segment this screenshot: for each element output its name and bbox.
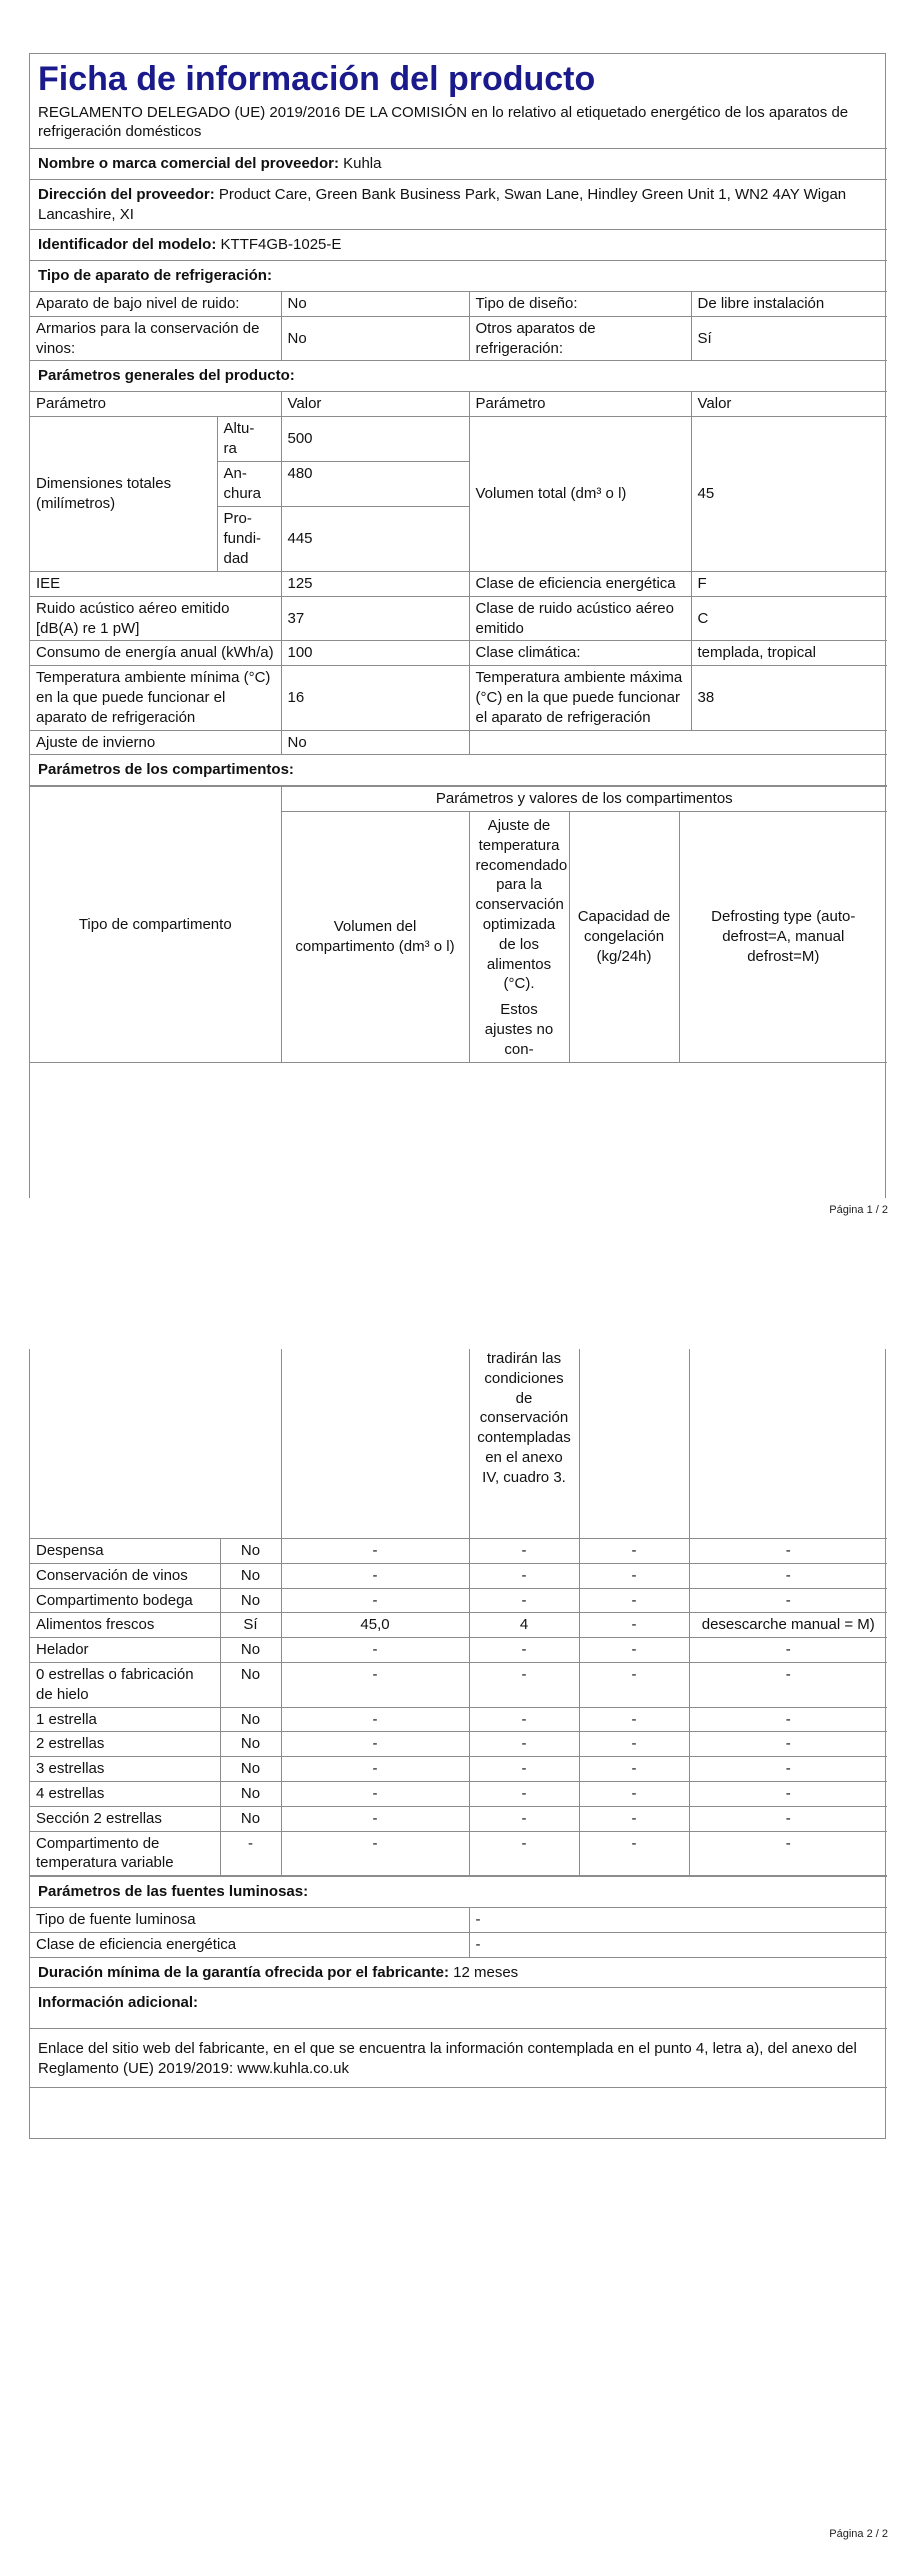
compartment-present: No [220, 1539, 281, 1564]
compartment-defrost: - [689, 1563, 887, 1588]
compartment-row [30, 1831, 887, 1876]
compartment-params-header: Parámetros y valores de los compartimentos [281, 787, 887, 812]
compartment-name: 1 estrella [30, 1707, 220, 1732]
compartment-temp: - [469, 1563, 579, 1588]
compartment-name: Alimentos frescos [30, 1613, 220, 1638]
compartment-freezing: - [579, 1831, 689, 1876]
page-number-2: Página 2 / 2 [829, 2528, 888, 2540]
depth-value: 445 [281, 507, 469, 572]
continued-empty-cell [281, 1349, 469, 1539]
climate-class-label: Clase climática: [469, 641, 691, 666]
compartment-volume: - [281, 1757, 469, 1782]
compartment-volume: - [281, 1563, 469, 1588]
design-type-label: Tipo de diseño: [469, 292, 691, 317]
compartment-defrost: - [689, 1781, 887, 1806]
compartment-temp: - [469, 1831, 579, 1876]
compartment-defrost: - [689, 1707, 887, 1732]
compartment-temp: - [469, 1732, 579, 1757]
climate-class-value: templada, tropical [691, 641, 887, 666]
consumption-value: 100 [281, 641, 469, 666]
supplier-name-label: Nombre o marca comercial del proveedor: [38, 155, 339, 173]
compartment-rows [30, 1539, 887, 1876]
compartment-temp: - [469, 1806, 579, 1831]
model-label: Identificador del modelo: [38, 236, 217, 254]
max-temp-label: Temperatura ambiente máxima (°C) en la que puede funcionar el aparato de refrigeración [469, 666, 691, 730]
iee-label: IEE [30, 572, 281, 597]
design-type-value: De libre instalación [691, 292, 887, 317]
compartment-defrost: - [689, 1588, 887, 1613]
compartment-volume-header: Volumen del compartimento (dm³ o l) [281, 812, 469, 1063]
compartment-defrost: - [689, 1638, 887, 1663]
other-appliance-value: Sí [691, 316, 887, 361]
col-param-header: Parámetro [30, 392, 281, 417]
compartment-row [30, 1638, 887, 1663]
compartment-temp: - [469, 1638, 579, 1663]
recommended-temp-text: Ajuste de temperatura recomendado para la conservación optimizada de los alimentos (°C). [475, 817, 568, 993]
max-temp-value: 38 [691, 666, 887, 730]
defrost-type-header: Defrosting type (auto-defrost=A, manual defrost=M) [679, 812, 887, 1063]
winter-setting-label: Ajuste de invierno [30, 730, 281, 755]
model-row [30, 230, 887, 261]
min-temp-value: 16 [281, 666, 469, 730]
height-value: 500 [281, 417, 469, 462]
supplier-name-row [30, 149, 887, 180]
compartment-freezing: - [579, 1732, 689, 1757]
energy-class-label: Clase de eficiencia energética [469, 572, 691, 597]
compartment-present: No [220, 1662, 281, 1707]
compartment-freezing: - [579, 1806, 689, 1831]
width-label: An- chura [217, 462, 281, 507]
compartment-temp: - [469, 1662, 579, 1707]
compartment-row [30, 1588, 887, 1613]
compartment-freezing: - [579, 1563, 689, 1588]
compartment-freezing: - [579, 1707, 689, 1732]
total-volume-label: Volumen total (dm³ o l) [469, 417, 691, 572]
compartment-temp: - [469, 1707, 579, 1732]
compartment-row [30, 1757, 887, 1782]
compartment-volume: 45,0 [281, 1613, 469, 1638]
compartment-present: No [220, 1588, 281, 1613]
compartment-row [30, 1707, 887, 1732]
compartment-name: 0 estrellas o fabricación de hielo [30, 1662, 220, 1707]
compartment-defrost: - [689, 1757, 887, 1782]
regulation-subtitle: REGLAMENTO DELEGADO (UE) 2019/2016 DE LA COMISIÓN en lo relativo al etiquetado energético de los aparatos de refrigeración domésticos [38, 103, 849, 141]
compartment-present: No [220, 1563, 281, 1588]
compartment-present: No [220, 1732, 281, 1757]
compartment-freezing: - [579, 1662, 689, 1707]
compartment-type-header: Tipo de compartimento [30, 787, 281, 1062]
compartment-volume: - [281, 1707, 469, 1732]
supplier-address-value: Product Care, Green Bank Business Park, Swan Lane, Hindley Green Unit 1, WN2 4AY Wigan Lancashire, XI [38, 185, 847, 223]
light-class-label: Clase de eficiencia energética [30, 1932, 469, 1957]
winter-setting-value: No [281, 730, 469, 755]
compartment-defrost: - [689, 1662, 887, 1707]
compartment-freezing: - [579, 1539, 689, 1564]
noise-class-value: C [691, 596, 887, 641]
compartments-table [30, 1349, 887, 1876]
compartment-defrost: - [689, 1732, 887, 1757]
compartment-name: 2 estrellas [30, 1732, 220, 1757]
min-temp-label: Temperatura ambiente mínima (°C) en la que puede funcionar el aparato de refrigeración [30, 666, 281, 730]
compartment-freezing: - [579, 1781, 689, 1806]
empty-cell [469, 730, 887, 755]
compartment-volume: - [281, 1732, 469, 1757]
compartment-row [30, 1806, 887, 1831]
noise-class-label: Clase de ruido acústico aéreo emitido [469, 596, 691, 641]
compartment-row [30, 1563, 887, 1588]
page-title: Ficha de información del producto [38, 60, 596, 98]
dimensions-label: Dimensiones totales (milímetros) [30, 417, 217, 572]
wine-cabinet-label: Armarios para la conservación de vinos: [30, 316, 281, 361]
compartment-row [30, 1732, 887, 1757]
compartment-freezing: - [579, 1757, 689, 1782]
light-type-label: Tipo de fuente luminosa [30, 1907, 469, 1932]
compartment-volume: - [281, 1806, 469, 1831]
compartment-volume: - [281, 1831, 469, 1876]
col-value-header: Valor [281, 392, 469, 417]
consumption-label: Consumo de energía anual (kWh/a) [30, 641, 281, 666]
iee-value: 125 [281, 572, 469, 597]
compartment-freezing: - [579, 1638, 689, 1663]
compartment-row [30, 1539, 887, 1564]
recommended-temp-header [469, 812, 569, 1063]
compartment-volume: - [281, 1539, 469, 1564]
general-params-heading: Parámetros generales del producto: [30, 361, 887, 392]
compartment-row [30, 1781, 887, 1806]
light-source-heading: Parámetros de las fuentes luminosas: [30, 1877, 887, 1908]
light-source-table [30, 1876, 887, 2088]
compartment-present: No [220, 1638, 281, 1663]
compartment-name: Despensa [30, 1539, 220, 1564]
compartment-present: - [220, 1831, 281, 1876]
compartment-present: Sí [220, 1613, 281, 1638]
compartment-present: No [220, 1806, 281, 1831]
compartment-volume: - [281, 1638, 469, 1663]
noise-value: 37 [281, 596, 469, 641]
compartment-defrost: desescarche manual = M) [689, 1613, 887, 1638]
supplier-name-value: Kuhla [343, 155, 382, 173]
compartment-name: Conservación de vinos [30, 1563, 220, 1588]
compartment-present: No [220, 1781, 281, 1806]
wine-cabinet-value: No [281, 316, 469, 361]
continued-empty-cell [689, 1349, 887, 1539]
model-value: KTTF4GB-1025-E [220, 236, 342, 254]
compartment-row [30, 1613, 887, 1638]
compartment-name: Compartimento bodega [30, 1588, 220, 1613]
total-volume-value: 45 [691, 417, 887, 572]
page-2 [29, 1349, 886, 2139]
col-value-header-2: Valor [691, 392, 887, 417]
supplier-address-label: Dirección del proveedor: [38, 185, 215, 203]
compartment-freezing: - [579, 1613, 689, 1638]
recommended-temp-continued: tradirán las condiciones de conservación contempladas en el anexo IV, cuadro 3. [469, 1349, 579, 1539]
additional-info-heading: Información adicional: [30, 1988, 887, 2029]
compartment-defrost: - [689, 1806, 887, 1831]
compartments-header-table [30, 786, 887, 1062]
supplier-address-row [30, 179, 887, 230]
compartment-temp: 4 [469, 1613, 579, 1638]
manufacturer-website-link[interactable]: www.kuhla.co.uk [237, 2060, 350, 2078]
compartment-name: 4 estrellas [30, 1781, 220, 1806]
compartment-temp: - [469, 1781, 579, 1806]
compartment-name: Sección 2 estrellas [30, 1806, 220, 1831]
low-noise-label: Aparato de bajo nivel de ruido: [30, 292, 281, 317]
compartment-defrost: - [689, 1539, 887, 1564]
compartment-freezing: - [579, 1588, 689, 1613]
freezing-capacity-header: Capacidad de congelación (kg/24h) [569, 812, 679, 1063]
page-1 [29, 53, 886, 1198]
compartment-volume: - [281, 1781, 469, 1806]
compartments-heading: Parámetros de los compartimentos: [30, 755, 887, 786]
compartment-name: 3 estrellas [30, 1757, 220, 1782]
energy-class-value: F [691, 572, 887, 597]
compartment-temp: - [469, 1588, 579, 1613]
appliance-type-heading: Tipo de aparato de refrigeración: [30, 261, 887, 292]
warranty-row [30, 1957, 887, 1988]
width-value: 480 [281, 462, 469, 507]
light-class-value: - [469, 1932, 887, 1957]
compartment-temp: - [469, 1539, 579, 1564]
compartment-name: Helador [30, 1638, 220, 1663]
page-number-1: Página 1 / 2 [829, 1204, 888, 1216]
compartment-volume: - [281, 1662, 469, 1707]
recommended-temp-text-cont: Estos ajustes no con- [484, 1001, 554, 1058]
additional-info-row [30, 2029, 887, 2088]
compartment-defrost: - [689, 1831, 887, 1876]
noise-label: Ruido acústico aéreo emitido [dB(A) re 1 pW] [30, 596, 281, 641]
warranty-label: Duración mínima de la garantía ofrecida por el fabricante: [38, 1963, 449, 1981]
warranty-value: 12 meses [453, 1963, 519, 1981]
compartment-row [30, 1662, 887, 1707]
compartment-temp: - [469, 1757, 579, 1782]
compartment-name: Compartimento de temperatura variable [30, 1831, 220, 1876]
continued-empty-cell [30, 1349, 281, 1539]
light-type-value: - [469, 1907, 887, 1932]
other-appliance-label: Otros aparatos de refrigeración: [469, 316, 691, 361]
compartment-present: No [220, 1757, 281, 1782]
compartment-present: No [220, 1707, 281, 1732]
height-label: Altu- ra [217, 417, 281, 462]
col-param-header-2: Parámetro [469, 392, 691, 417]
product-info-table [30, 148, 887, 786]
depth-label: Pro- fundi- dad [217, 507, 281, 572]
additional-info-text: Enlace del sitio web del fabricante, en el que se encuentra la información contemplada en el punto 4, letra a), del anexo del Reglamento (UE) 2019/2019: [38, 2040, 857, 2078]
continued-empty-cell [579, 1349, 689, 1539]
compartment-volume: - [281, 1588, 469, 1613]
low-noise-value: No [281, 292, 469, 317]
